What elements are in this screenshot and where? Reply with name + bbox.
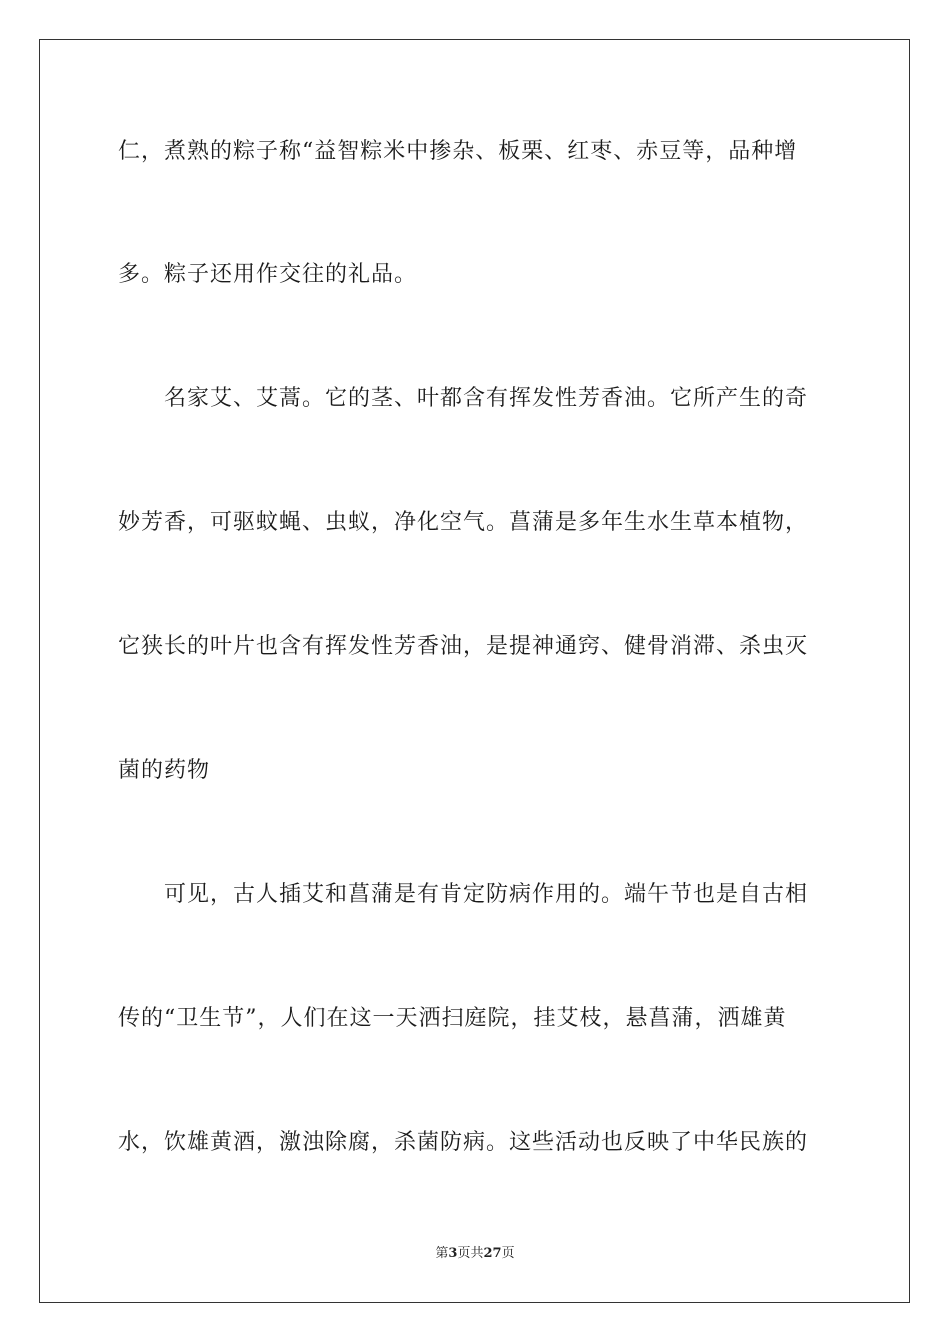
page-footer bbox=[0, 1245, 950, 1263]
footer-total-pages: 27 bbox=[483, 1246, 502, 1261]
text-line-4: 妙芳香，可驱蚊蝇、虫蚁，净化空气。菖蒲是多年生水生草本植物， bbox=[118, 510, 809, 535]
footer-page-suffix: 页 bbox=[457, 1246, 471, 1261]
footer-page-number: 3 bbox=[448, 1246, 458, 1261]
text-line-8: 传的“卫生节”，人们在这一天洒扫庭院，挂艾枝，悬菖蒲，洒雄黄 bbox=[118, 1006, 787, 1031]
text-line-6: 菌的药物 bbox=[118, 758, 211, 783]
text-line-7: 可见，古人插艾和菖蒲是有肯定防病作用的。端午节也是自古相 bbox=[118, 882, 809, 907]
text-line-1: 仁，煮熟的粽子称“益智粽米中掺杂、板栗、红枣、赤豆等，品种增 bbox=[118, 139, 798, 164]
footer-total-prefix: 共 bbox=[470, 1246, 484, 1261]
page-border bbox=[39, 39, 910, 1303]
text-line-3: 名家艾、艾蒿。它的茎、叶都含有挥发性芳香油。它所产生的奇 bbox=[118, 386, 809, 411]
footer-total-suffix: 页 bbox=[501, 1246, 515, 1261]
text-line-2: 多。粽子还用作交往的礼品。 bbox=[118, 262, 418, 287]
text-line-5: 它狭长的叶片也含有挥发性芳香油，是提神通窍、健骨消滞、杀虫灭 bbox=[118, 634, 809, 659]
footer-page-prefix: 第 bbox=[435, 1246, 449, 1261]
text-line-9: 水，饮雄黄酒，激浊除腐，杀菌防病。这些活动也反映了中华民族的 bbox=[118, 1130, 809, 1155]
